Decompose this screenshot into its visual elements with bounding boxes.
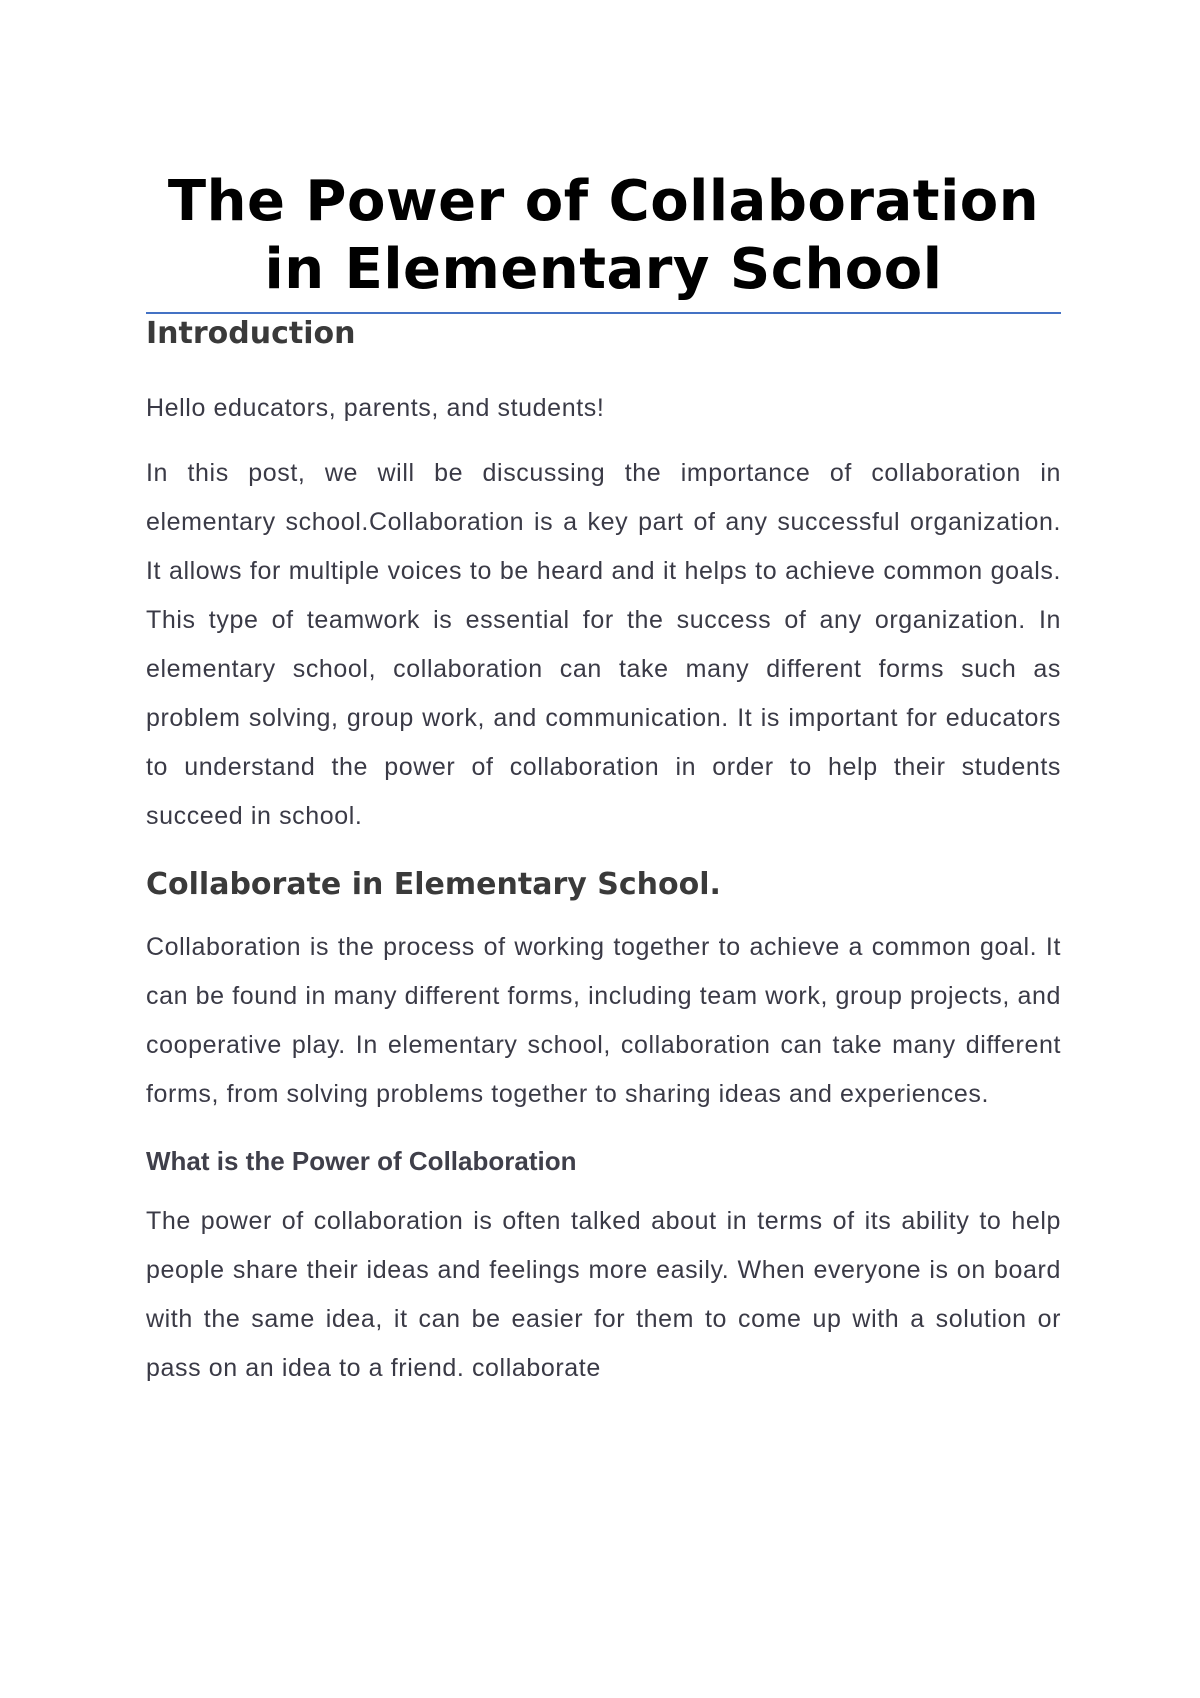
power-paragraph: The power of collaboration is often talked about in terms of its ability to help people share their ideas and feelings more easily. When everyone is on board with the same idea, it can be easier for them to come up with a solution or pass on an idea to a friend. collaborate: [146, 1207, 1061, 1382]
introduction-paragraph: In this post, we will be discussing the importance of collaboration in elementary school.Collaboration is a key part of any successful organization. It allows for multiple voices to be heard and it helps to achieve common goals. This type of teamwork is essential for the success of any organization. In elementary school, collaboration can take many different forms such as problem solving, group work, and communication. It is important for educators to understand the power of collaboration in order to help their students succeed in school.: [146, 459, 1061, 830]
greeting-paragraph: Hello educators, parents, and students!: [146, 394, 605, 422]
power-heading: What is the Power of Collaboration: [146, 1146, 577, 1176]
title-line-1: The Power of Collaboration: [167, 169, 1040, 234]
collaborate-heading: Collaborate in Elementary School.: [146, 867, 721, 902]
document-title: [146, 168, 1061, 304]
introduction-heading: Introduction: [146, 316, 356, 351]
document-page: [146, 168, 1061, 1393]
title-line-2: in Elementary School: [264, 237, 943, 302]
collaborate-paragraph: Collaboration is the process of working together to achieve a common goal. It can be found in many different forms, including team work, group projects, and cooperative play. In elementary school, collaboration can take many different forms, from solving problems together to sharing ideas and experiences.: [146, 933, 1061, 1108]
